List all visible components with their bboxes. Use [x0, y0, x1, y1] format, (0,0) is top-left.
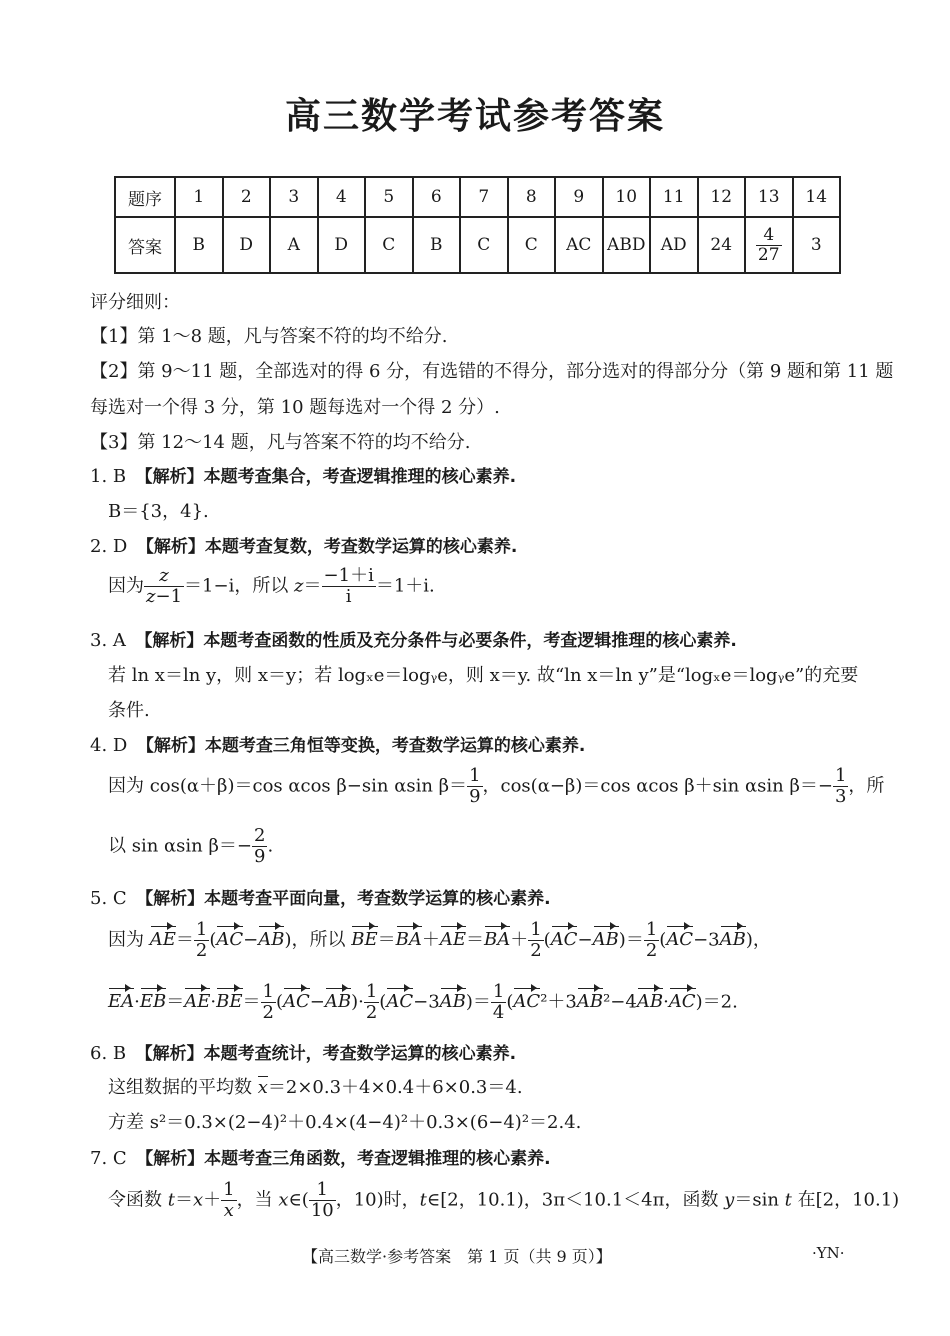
q-answer: C	[365, 217, 413, 273]
q-answer: D	[318, 217, 366, 273]
q6-line2: 方差 s²＝0.3×(2−4)²＋0.4×(4−4)²＋0.3×(6−4)²＝2.4.	[108, 1112, 582, 1133]
q-answer: A	[270, 217, 318, 273]
q-answer: D	[223, 217, 271, 273]
frac-den: 27	[757, 244, 780, 265]
q4-label: 4. D	[90, 735, 128, 756]
q2-line1: 因为 $\frac{z}{z-1}$ ＝1−i，所以 z＝ $\frac{-1+i}{i}$ ＝1＋i.	[108, 565, 435, 607]
frac-num: 4	[756, 226, 782, 246]
q-number: 1	[175, 177, 223, 217]
q-answer: AD	[650, 217, 698, 273]
q4-heading	[90, 731, 585, 757]
q5-heading	[90, 884, 551, 910]
q-number: 5	[365, 177, 413, 217]
q-number: 11	[650, 177, 698, 217]
table-row-numbers	[115, 177, 840, 217]
q-number: 8	[508, 177, 556, 217]
q7-heading	[90, 1144, 551, 1170]
q5-line1: 因为 AE＝ $\frac{1}{2}$ (AC−AB)，所以 BE＝BA＋AE＝BA＋ $\frac{1}{2}$ (AC−AB)＝ $\frac{1}{2}$ (AC−3AB)，	[108, 919, 771, 961]
q-number: 4	[318, 177, 366, 217]
q7-line1: 令函数 t＝x＋ $\frac{1}{x}$ ，当 x∈( $\frac{1}{10}$ ，10)时，t∈[2，10.1)，3π＜10.1＜4π，函数 y＝sin t 在[2，10.1)	[108, 1179, 900, 1221]
q6-tag: 【解析】本题考查统计，考查数学运算的核心素养.	[144, 1044, 517, 1064]
q4-line1: 因为 cos(α＋β)＝cos αcos β−sin αsin β＝ $\frac{1}{9}$ ，cos(α−β)＝cos αcos β＋sin αsin β＝− $\frac{1}{3}$ ，所	[108, 765, 885, 807]
q3-line2: 条件.	[108, 700, 150, 721]
answer-table	[114, 176, 841, 274]
q-answer: 24	[698, 217, 746, 273]
q-answer: B	[175, 217, 223, 273]
q6-heading	[90, 1039, 516, 1065]
rule-3: 【3】第 12～14 题，凡与答案不符的均不给分.	[90, 432, 471, 453]
page-title: 高三数学考试参考答案	[284, 96, 665, 137]
q-answer: AC	[555, 217, 603, 273]
q7-tag: 【解析】本题考查三角函数，考查逻辑推理的核心素养.	[144, 1149, 551, 1169]
q3-line1: 若 ln x＝ln y，则 x＝y；若 logₓe＝logᵧe，则 x＝y. 故“ln x＝ln y”是“logₓe＝logᵧe”的充要	[108, 665, 859, 686]
q-number: 13	[745, 177, 793, 217]
q-number: 9	[555, 177, 603, 217]
rules-heading: 评分细则：	[90, 292, 180, 313]
q-number: 10	[603, 177, 651, 217]
q7-label: 7. C	[90, 1148, 127, 1169]
footer-mark: ·YN·	[812, 1244, 845, 1262]
q2-tag: 【解析】本题考查复数，考查数学运算的核心素养.	[145, 537, 518, 557]
q4-tag: 【解析】本题考查三角恒等变换，考查数学运算的核心素养.	[145, 736, 586, 756]
row-header-number: 题序	[115, 177, 175, 217]
q4-line2: 以 sin αsin β＝− $\frac{2}{9}$ .	[108, 825, 274, 867]
q-answer: 3	[793, 217, 841, 273]
q-answer: C	[508, 217, 556, 273]
q5-label: 5. C	[90, 888, 127, 909]
q1-line1: B＝{3，4}.	[108, 501, 209, 522]
q3-label: 3. A	[90, 630, 126, 651]
row-header-answer: 答案	[115, 217, 175, 273]
q3-tag: 【解析】本题考查函数的性质及充分条件与必要条件，考查逻辑推理的核心素养.	[143, 631, 737, 651]
q-number: 3	[270, 177, 318, 217]
q-answer: ABD	[603, 217, 651, 273]
q-number: 7	[460, 177, 508, 217]
q5-line2: EA·EB＝AE·BE＝ $\frac{1}{2}$ (AC−AB)· $\frac{1}{2}$ (AC−3AB)＝ $\frac{1}{4}$ (AC²＋3AB²−4AB·AC)＝2.	[108, 981, 738, 1023]
q6-label: 6. B	[90, 1043, 127, 1064]
q-answer: B	[413, 217, 461, 273]
q2-heading	[90, 532, 517, 558]
q-number: 12	[698, 177, 746, 217]
q6-line1: 这组数据的平均数 x＝2×0.3＋4×0.4＋6×0.3＝4.	[108, 1077, 523, 1098]
q1-heading	[90, 462, 516, 488]
rule-2: 【2】第 9～11 题，全部选对的得 6 分，有选错的不得分，部分选对的得部分分（第 9 题和第 11 题	[90, 361, 894, 382]
q2-label: 2. D	[90, 536, 128, 557]
q-number: 14	[793, 177, 841, 217]
q-number: 6	[413, 177, 461, 217]
q-number: 2	[223, 177, 271, 217]
rule-2-cont: 每选对一个得 3 分，第 10 题每选对一个得 2 分）.	[90, 397, 500, 418]
q1-tag: 【解析】本题考查集合，考查逻辑推理的核心素养.	[144, 467, 517, 487]
q-answer: C	[460, 217, 508, 273]
table-row-answers	[115, 217, 840, 273]
page-footer: 【高三数学·参考答案 第 1 页（共 9 页）】	[302, 1247, 612, 1266]
q-answer-fraction	[745, 217, 793, 273]
rule-1: 【1】第 1～8 题，凡与答案不符的均不给分.	[90, 326, 448, 347]
q3-heading	[90, 626, 737, 652]
q5-tag: 【解析】本题考查平面向量，考查数学运算的核心素养.	[144, 889, 551, 909]
q1-label: 1. B	[90, 466, 127, 487]
